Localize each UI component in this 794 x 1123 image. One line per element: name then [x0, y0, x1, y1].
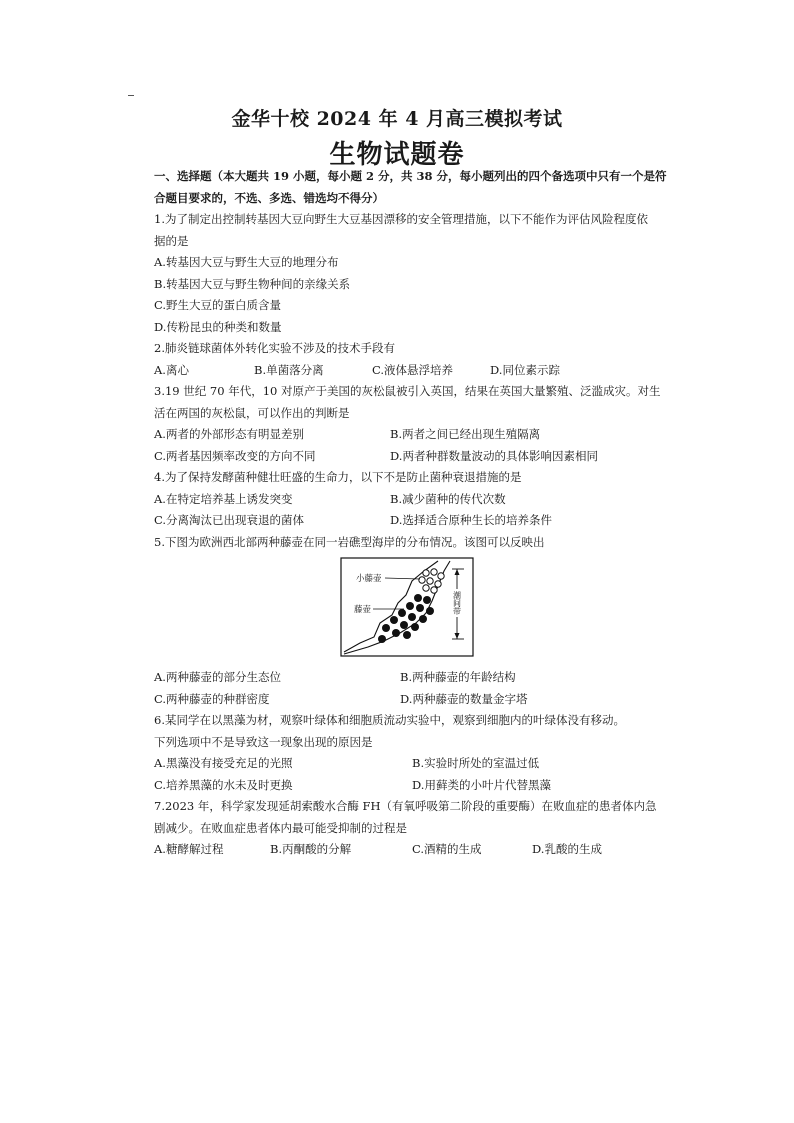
question-2: [154, 338, 639, 381]
option-a: A.在特定培养基上诱发突变: [154, 491, 293, 506]
option-c: C.野生大豆的蛋白质含量: [154, 298, 282, 312]
question-6: [154, 710, 639, 796]
option-a: A.糖酵解过程: [154, 842, 224, 856]
options-row: [154, 839, 639, 861]
option-b: B.两种藤壶的年龄结构: [400, 670, 516, 684]
option-b: B.减少菌种的传代次数: [390, 491, 506, 506]
barnacle-distribution-figure: [154, 557, 639, 661]
options-row: [154, 424, 639, 446]
options-row: [154, 753, 639, 775]
section-heading-line1: 一、选择题（本大题共 19 小题，每小题 2 分，共 38 分，每小题列出的四个备选项中只有一个是符: [154, 169, 667, 183]
options-row: [154, 489, 639, 511]
label-small-barnacle: 小藤壶: [356, 574, 382, 584]
barnacle-diagram: [340, 557, 474, 657]
question-stem: 6.某同学在以黑藻为材，观察叶绿体和细胞质流动实验中，观察到细胞内的叶绿体没有移动。: [154, 713, 625, 727]
options-row: [154, 446, 639, 468]
label-large-barnacle: 藤壶: [354, 605, 372, 615]
question-stem: 下列选项中不是导致这一现象出现的原因是: [154, 734, 373, 749]
option-d: D.同位素示踪: [490, 362, 560, 377]
option-d: D.传粉昆虫的种类和数量: [154, 319, 282, 334]
question-stem: 4.为了保持发酵菌种健壮旺盛的生命力，以下不是防止菌种衰退措施的是: [154, 470, 522, 484]
section-heading-line2: 合题目要求的，不选、多选、错选均不得分）: [154, 190, 384, 205]
option-c: C.两种藤壶的种群密度: [154, 691, 270, 706]
option-a: A.离心: [154, 362, 189, 377]
option-a: A.两者的外部形态有明显差别: [154, 427, 304, 441]
option-b: B.丙酮酸的分解: [270, 842, 352, 856]
exam-title: 金华十校 2024 年 4 月高三模拟考试: [231, 108, 563, 130]
question-stem: 2.肺炎链球菌体外转化实验不涉及的技术手段有: [154, 341, 395, 355]
options-row: [154, 510, 639, 532]
exam-subtitle: 生物试题卷: [329, 140, 465, 170]
question-5: [154, 532, 639, 711]
label-intertidal: 潮间带: [452, 591, 462, 615]
question-stem: 5.下图为欧洲西北部两种藤壶在同一岩礁型海岸的分布情况。该图可以反映出: [154, 534, 545, 549]
question-stem: 剧减少。在败血症患者体内最可能受抑制的过程是: [154, 820, 407, 835]
option-c: C.液体悬浮培养: [372, 362, 454, 377]
scan-mark: [128, 95, 134, 96]
option-b: B.两者之间已经出现生殖隔离: [390, 427, 541, 441]
options-row: [154, 689, 639, 711]
option-b: B.单菌落分离: [254, 362, 324, 377]
exam-content: [154, 166, 667, 861]
question-4: [154, 467, 639, 532]
option-a: A.转基因大豆与野生大豆的地理分布: [154, 255, 339, 269]
options-row: [154, 775, 639, 797]
question-1: [154, 209, 648, 338]
option-c: C.两者基因频率改变的方向不同: [154, 448, 316, 463]
option-c: C.培养黑藻的水未及时更换: [154, 777, 293, 792]
option-a: A.两种藤壶的部分生态位: [154, 670, 281, 684]
option-b: B.实验时所处的室温过低: [412, 756, 540, 770]
options-row: [154, 667, 639, 689]
option-d: D.两者种群数量波动的具体影响因素相同: [390, 448, 598, 463]
option-d: D.选择适合原种生长的培养条件: [390, 513, 552, 527]
question-stem: 据的是: [154, 233, 189, 248]
option-b: B.转基因大豆与野生物种间的亲缘关系: [154, 276, 351, 291]
option-c: C.分离淘汰已出现衰退的菌体: [154, 513, 305, 527]
option-a: A.黑藻没有接受充足的光照: [154, 756, 293, 770]
option-d: D.用藓类的小叶片代替黑藻: [412, 777, 551, 792]
option-d: D.两种藤壶的数量金字塔: [400, 691, 528, 706]
question-7: [154, 796, 657, 861]
question-stem: 7.2023 年，科学家发现延胡索酸水合酶 FH（有氧呼吸第二阶段的重要酶）在败血症的患者体内急: [154, 799, 657, 813]
question-stem: 1.为了制定出控制转基因大豆向野生大豆基因漂移的安全管理措施，以下不能作为评估风险程度依: [154, 212, 648, 226]
option-d: D.乳酸的生成: [532, 842, 602, 856]
question-stem: 3.19 世纪 70 年代，10 对原产于美国的灰松鼠被引入英国，结果在英国大量繁殖、泛滥成灾。对生: [154, 384, 661, 398]
question-3: [154, 381, 661, 467]
option-c: C.酒精的生成: [412, 842, 482, 856]
question-stem: 活在两国的灰松鼠，可以作出的判断是: [154, 405, 350, 420]
options-row: [154, 360, 639, 382]
